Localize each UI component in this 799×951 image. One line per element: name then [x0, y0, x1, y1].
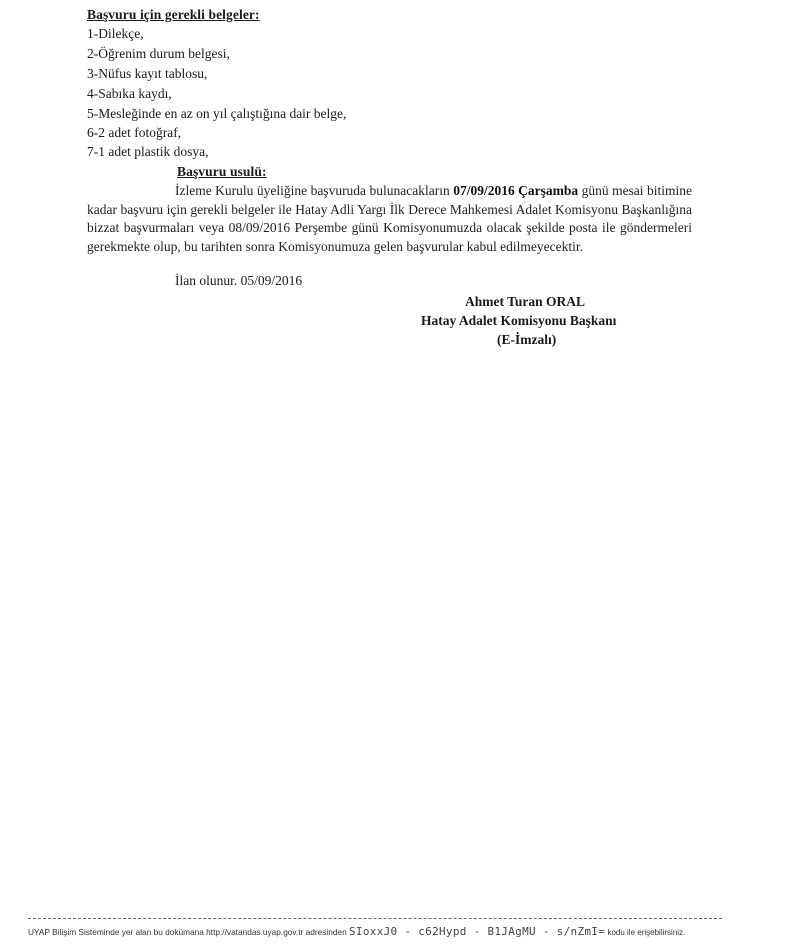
verification-code: SIoxxJ0 - c62Hypd - B1JAgMU - s/nZmI=: [349, 925, 606, 938]
footer-divider: [28, 918, 722, 919]
procedure-paragraph: [87, 182, 692, 256]
required-documents-heading: Başvuru için gerekli belgeler:: [87, 7, 260, 22]
procedure-text-rest: günü mesai bitimine kadar başvuru için gerekli belgeler ile Hatay Adli Yargı İlk Derece Mahkemesi Adalet Komisyonu Başkanlığına bizzat başvurmaları veya 08/09/2016 Perşembe günü Komisyonumuzda olacak şekilde posta ile göndermeleri gerekmekte olup, bu tarihten sonra Komisyonumuza gelen başvurular kabul edilmeyecektir.: [87, 183, 693, 254]
procedure-text-start: İzleme Kurulu üyeliğine başvuruda bulunacakların: [175, 183, 454, 198]
document-list-item: 6-2 adet fotoğraf,: [87, 125, 182, 140]
e-signature-note: (E-İmzalı): [497, 332, 557, 347]
footer-suffix: kodu ile erişebilirsiniz.: [607, 928, 686, 937]
document-list-item: 2-Öğrenim durum belgesi,: [87, 46, 230, 61]
procedure-heading: Başvuru usulü:: [177, 164, 267, 179]
document-list-item: 3-Nüfus kayıt tablosu,: [87, 66, 208, 81]
deadline-date: 07/09/2016 Çarşamba: [453, 183, 579, 198]
signatory-title: Hatay Adalet Komisyonu Başkanı: [421, 313, 617, 328]
document-list-item: 1-Dilekçe,: [87, 26, 144, 41]
document-list-item: 5-Mesleğinde en az on yıl çalıştığına dair belge,: [87, 106, 347, 121]
document-list-item: 4-Sabıka kaydı,: [87, 86, 172, 101]
footer-verification: [28, 926, 685, 939]
signatory-name: Ahmet Turan ORAL: [465, 294, 586, 309]
announcement-line: İlan olunur. 05/09/2016: [175, 273, 303, 288]
document-list-item: 7-1 adet plastik dosya,: [87, 144, 209, 159]
footer-prefix: UYAP Bilişim Sisteminde yer alan bu dokümana http://vatandas.uyap.gov.tr adresinden: [28, 927, 347, 937]
